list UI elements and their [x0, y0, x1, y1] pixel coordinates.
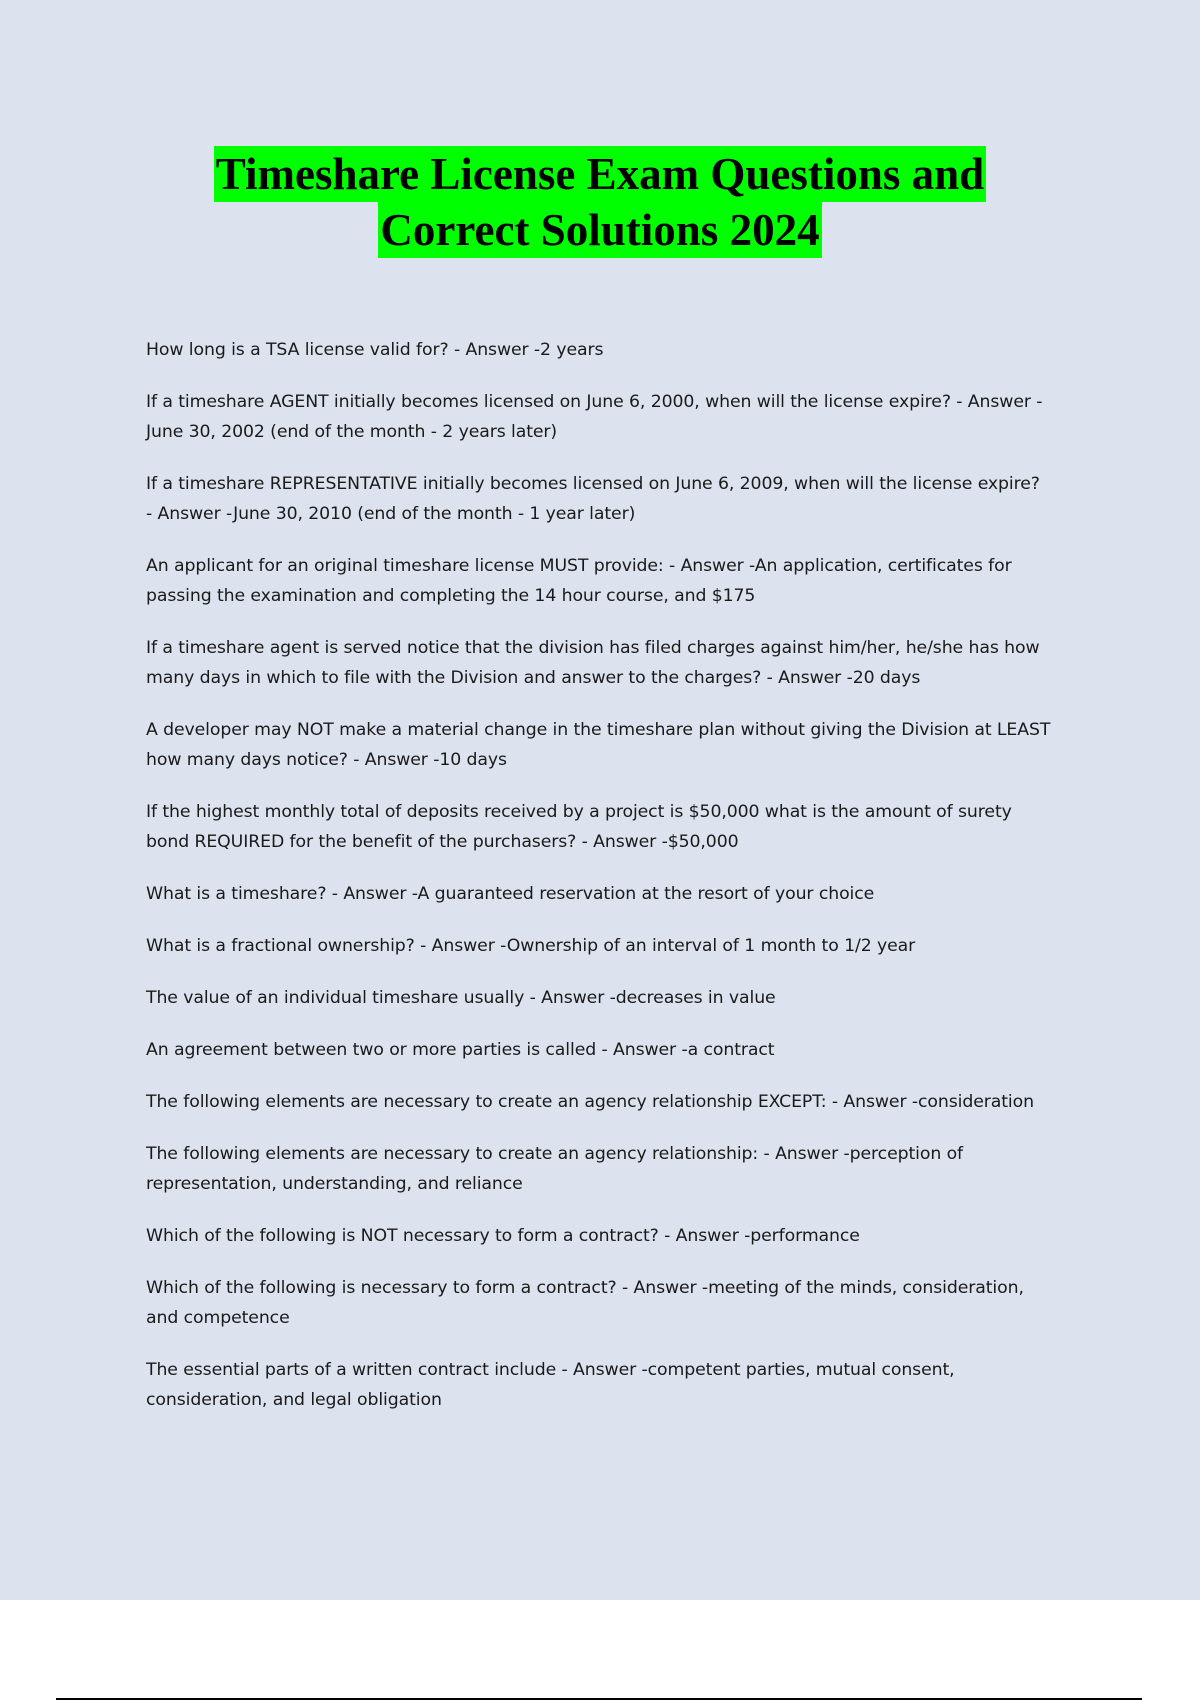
qa-item: The following elements are necessary to create an agency relationship EXCEPT: - Answer -consideration	[146, 1092, 1034, 1112]
qa-item: If a timeshare AGENT initially becomes licensed on June 6, 2000, when will the license expire? - Answer - June 30, 2002 (end of the month - 2 years later)	[146, 392, 1043, 442]
qa-list	[146, 335, 1091, 1437]
title-line-2: Correct Solutions 2024	[378, 202, 821, 258]
qa-item: A developer may NOT make a material change in the timeshare plan without giving the Division at LEAST how many days notice? - Answer -10 days	[146, 720, 1051, 770]
qa-item: The value of an individual timeshare usually - Answer -decreases in value	[146, 988, 776, 1008]
document-title	[0, 146, 1200, 258]
qa-item: If a timeshare REPRESENTATIVE initially becomes licensed on June 6, 2009, when will the license expire? - Answer -June 30, 2010 (end of the month - 1 year later)	[146, 474, 1040, 524]
qa-item: Which of the following is NOT necessary to form a contract? - Answer -performance	[146, 1226, 860, 1246]
qa-item: What is a timeshare? - Answer -A guaranteed reservation at the resort of your choice	[146, 884, 875, 904]
qa-item: An applicant for an original timeshare license MUST provide: - Answer -An application, certificates for passing the examination and completing the 14 hour course, and $175	[146, 556, 1012, 606]
qa-item: How long is a TSA license valid for? - Answer -2 years	[146, 340, 604, 360]
qa-item: What is a fractional ownership? - Answer -Ownership of an interval of 1 month to 1/2 year	[146, 936, 916, 956]
qa-item: If the highest monthly total of deposits received by a project is $50,000 what is the amount of surety bond REQUIRED for the benefit of the purchasers? - Answer -$50,000	[146, 802, 1012, 852]
qa-item: Which of the following is necessary to form a contract? - Answer -meeting of the minds, consideration, and competence	[146, 1278, 1024, 1328]
qa-item: An agreement between two or more parties is called - Answer -a contract	[146, 1040, 775, 1060]
qa-item: The following elements are necessary to create an agency relationship: - Answer -perception of representation, understanding, and reliance	[146, 1144, 964, 1194]
title-line-1: Timeshare License Exam Questions and	[214, 146, 986, 202]
qa-item: If a timeshare agent is served notice that the division has filed charges against him/her, he/she has how many days in which to file with the Division and answer to the charges? - Answer -20 days	[146, 638, 1040, 688]
qa-item: The essential parts of a written contract include - Answer -competent parties, mutual consent, consideration, and legal obligation	[146, 1360, 955, 1410]
